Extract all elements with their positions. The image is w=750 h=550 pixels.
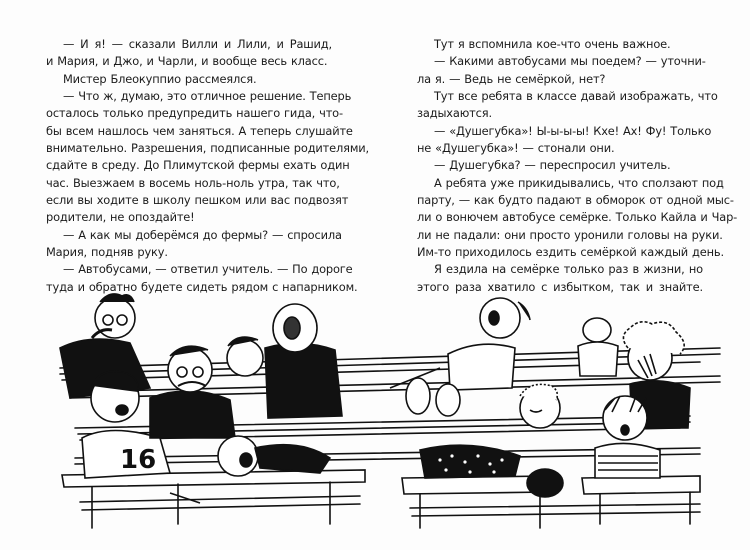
text-line: не «Душегубка»! — стонали они. [417, 141, 615, 156]
text-line: Им-то приходилось ездить семёркой каждый день. [417, 245, 724, 260]
text-line: родители, не опоздайте! [46, 210, 195, 225]
child-back-view [578, 318, 618, 376]
child-sleeping [520, 384, 560, 428]
text-line: парту, — как будто падают в обморок от одной мыс- [417, 193, 734, 208]
classroom-illustration [0, 288, 750, 550]
text-line: Я ездила на семёрке только раз в жизни, но [434, 262, 703, 277]
text-line: час. Выезжаем в восемь ноль-ноль утра, так что, [46, 175, 340, 190]
text-line: задыхаются. [417, 106, 492, 121]
text-line: — Автобусами, — ответил учитель. — По дороге [63, 262, 353, 277]
right-page-text [417, 36, 738, 296]
child-head-back [227, 304, 342, 418]
text-line: — Что ж, думаю, это отличное решение. Теперь [63, 89, 352, 104]
text-line: и Мария, и Джо, и Чарли, и вообще весь класс. [46, 54, 328, 69]
text-line: Мистер Блеокуппио рассмеялся. [63, 71, 257, 86]
text-line: — «Душегубка»! Ы-ы-ы-ы! Кхе! Ах! Фу! Только [434, 123, 712, 138]
jersey-number: 16 [120, 445, 157, 475]
text-line: — И я! — сказали Вилли и Лили, и Рашид, [63, 37, 332, 51]
text-line: ла я. — Ведь не семёркой, нет? [417, 71, 606, 86]
text-line: Мария, подняв руку. [46, 245, 168, 260]
left-page-text [46, 36, 370, 296]
text-line: сдайте в среду. До Плимутской фермы ехать один [46, 158, 350, 173]
text-line: ли о вонючем автобусе семёрке. Только Кайла и Чар- [417, 210, 738, 225]
text-line: Тут я вспомнила кое-что очень важное. [434, 37, 671, 51]
text-line: внимательно. Разрешения, подписанные родителями, [46, 141, 370, 156]
text-line: — А как мы доберёмся до фермы? — спросила [63, 227, 342, 242]
text-line: если вы ходите в школу пешком или вас подвозят [46, 193, 349, 208]
text-line: осталось только предупредить нашего гида, что- [46, 106, 343, 121]
text-line: бы всем нашлось чем заняться. А теперь слушайте [46, 123, 353, 138]
text-line: — Душегубка? — переспросил учитель. [434, 158, 671, 173]
text-line: ли не падали: они просто уронили головы на руки. [417, 227, 723, 242]
text-line: туда и обратно будете сидеть рядом с напарником. [46, 279, 358, 294]
child-collapsed-front [170, 436, 330, 503]
text-line: А ребята уже прикидывались, что сползают под [434, 175, 724, 190]
text-line: Тут все ребята в классе давай изображать, что [434, 89, 718, 104]
text-line: этого раза хватило с избытком, так и знайте. [417, 279, 703, 294]
text-line: — Какими автобусами мы поедем? — уточни- [434, 54, 706, 69]
child-covering-mouth [150, 346, 235, 438]
